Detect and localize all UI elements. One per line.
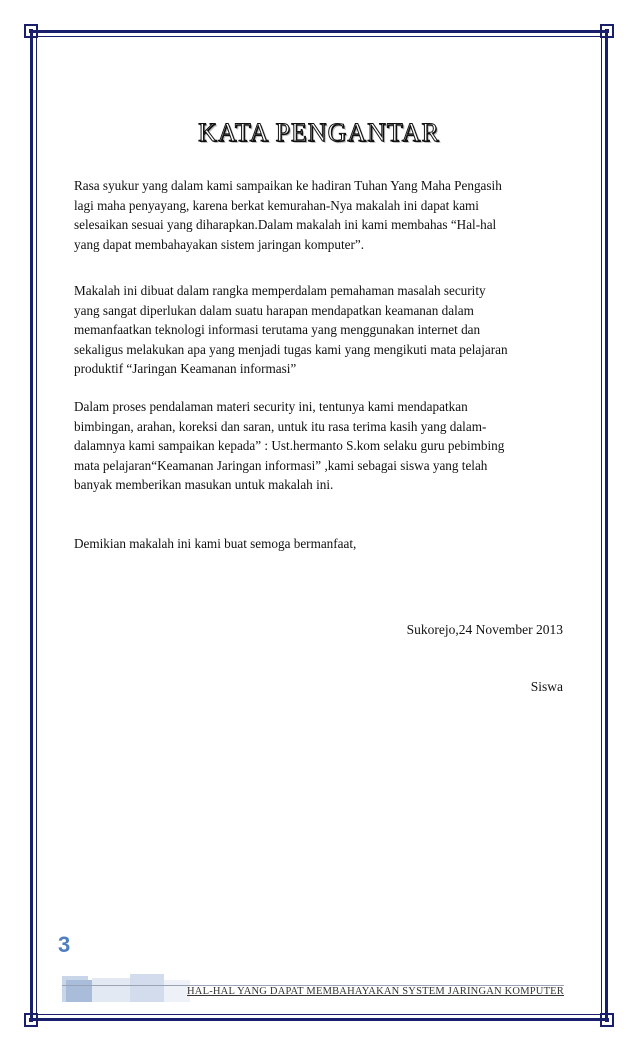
signer-name: Siswa — [530, 679, 563, 694]
text-line: sekaligus melakukan apa yang menjadi tugas kami yang mengikuti mata pelajaran — [74, 341, 508, 357]
corner-ornament-bottom-right — [600, 1013, 614, 1027]
corner-ornament-top-left — [24, 24, 38, 38]
corner-ornament-top-right — [600, 24, 614, 38]
text-line: Dalam proses pendalaman materi security ini, tentunya kami mendapatkan — [74, 399, 468, 414]
page-number: 3 — [58, 932, 71, 957]
closing-sentence — [74, 534, 574, 554]
text-line: banyak memberikan masukan untuk makalah ini. — [74, 477, 334, 492]
text-line: lagi maha penyayang, karena berkat kemurahan-Nya makalah ini dapat kami — [74, 197, 479, 213]
text-line: yang dapat membahayakan sistem jaringan komputer”. — [74, 236, 365, 252]
text-line: yang sangat diperlukan dalam suatu harapan mendapatkan keamanan dalam — [74, 302, 474, 318]
text-line: Demikian makalah ini kami buat semoga bermanfaat, — [74, 536, 357, 551]
running-footer-title: HAL-HAL YANG DAPAT MEMBAHAYAKAN SYSTEM JARINGAN KOMPUTER — [187, 986, 564, 997]
text-line: mata pelajaran“Keamanan Jaringan informasi” ,kami sebagai siswa yang telah — [74, 457, 488, 473]
text-line: memanfaatkan teknologi informasi terutama yang menggunakan internet dan — [74, 322, 481, 337]
text-line: dalamnya kami sampaikan kepada” : Ust.hermanto S.kom selaku guru pebimbing — [74, 438, 505, 453]
text-line: selesaikan sesuai yang diharapkan.Dalam makalah ini kami membahas “Hal-hal — [74, 217, 497, 232]
paragraph-intro — [74, 176, 574, 254]
place-date: Sukorejo,24 November 2013 — [406, 622, 563, 637]
footer-decoration — [62, 970, 192, 1007]
text-line: Rasa syukur yang dalam kami sampaikan ke hadiran Tuhan Yang Maha Pengasih — [74, 178, 502, 193]
paragraph-thanks — [74, 397, 574, 495]
page-title: KATA PENGANTAR — [198, 118, 440, 147]
paragraph-purpose — [74, 281, 574, 379]
text-line: produktif “Jaringan Keamanan informasi” — [74, 361, 297, 376]
text-line: bimbingan, arahan, koreksi dan saran, untuk itu rasa terima kasih yang dalam- — [74, 418, 487, 434]
corner-ornament-bottom-left — [24, 1013, 38, 1027]
text-line: Makalah ini dibuat dalam rangka memperdalam pemahaman masalah security — [74, 283, 486, 298]
